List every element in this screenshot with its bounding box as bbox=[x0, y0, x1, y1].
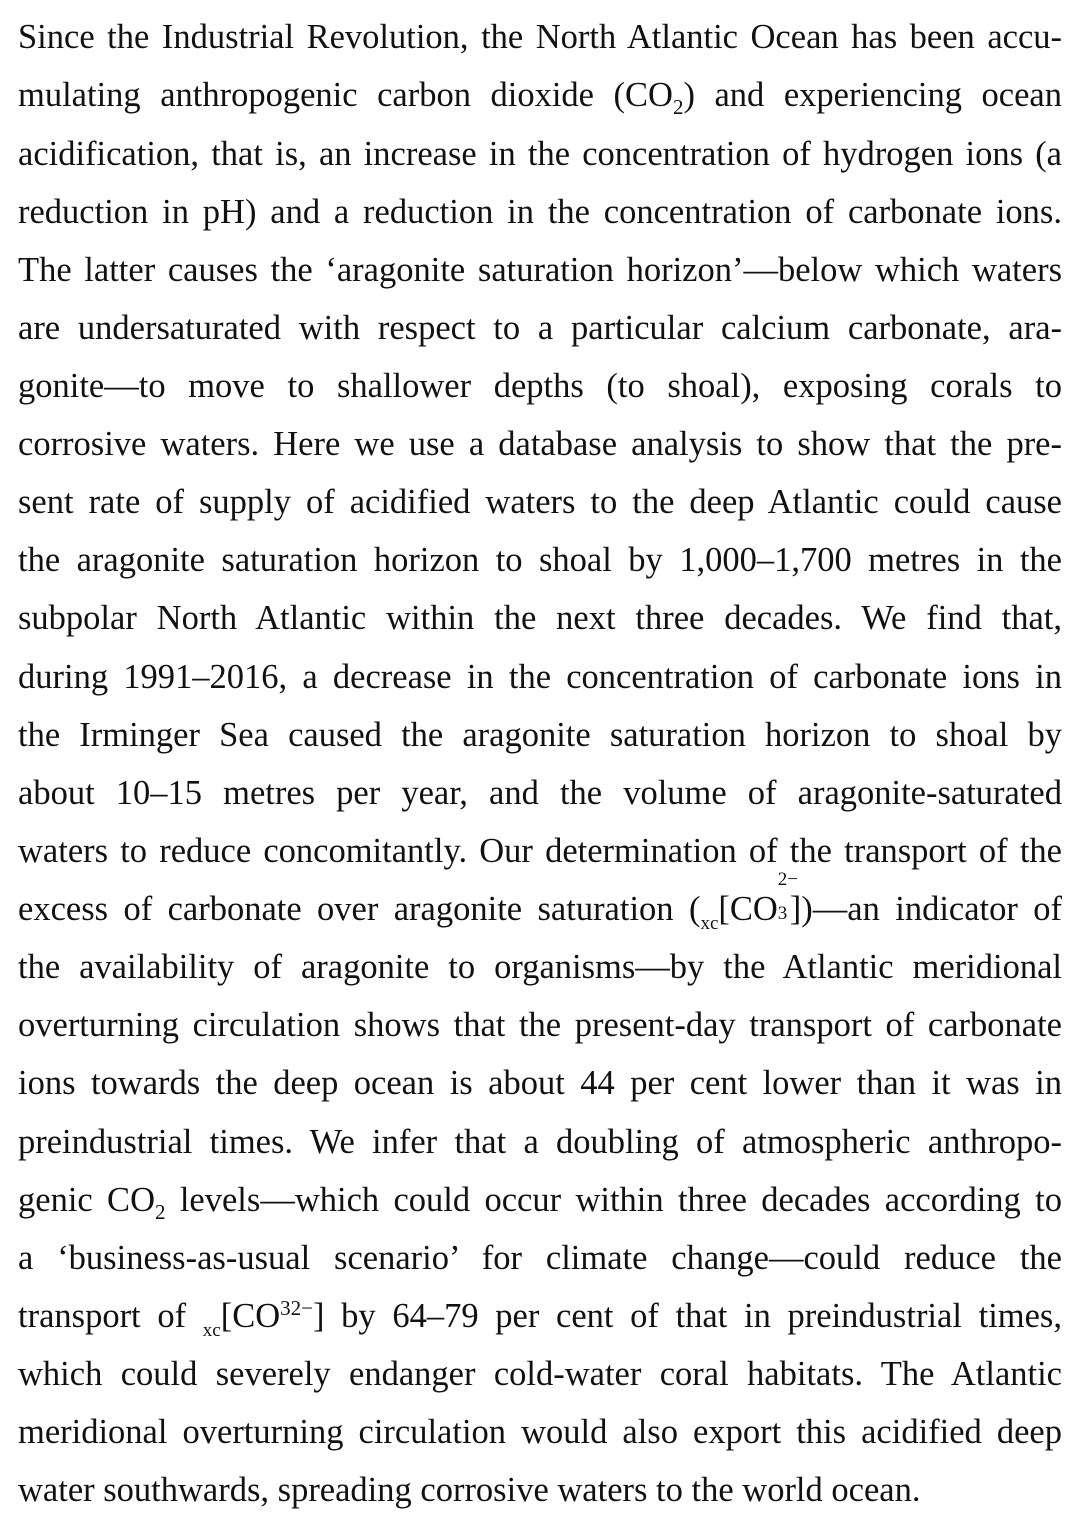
text-line: sent rate of supply of acidified waters to the deep Atlantic could cause bbox=[18, 483, 1062, 521]
text-line bbox=[18, 869, 1062, 934]
text-segment: ) and experiencing ocean bbox=[683, 76, 1062, 114]
text-segment: [CO bbox=[718, 890, 778, 928]
text-line: the Irminger Sea caused the aragonite saturation horizon to shoal by bbox=[18, 716, 1062, 754]
text-line: during 1991–2016, a decrease in the concentration of carbonate ions in bbox=[18, 658, 1062, 696]
text-line: meridional overturning circulation would also export this acidified deep bbox=[18, 1413, 1062, 1451]
subscript: 3 bbox=[777, 903, 788, 924]
text-line: Since the Industrial Revolution, the North Atlantic Ocean has been accu- bbox=[18, 18, 1062, 56]
text-segment: genic CO bbox=[18, 1181, 155, 1219]
subscript: 2 bbox=[672, 95, 684, 119]
text-segment: ] by 64–79 per cent of that in preindustrial times, bbox=[312, 1297, 1062, 1335]
text-line bbox=[18, 1180, 1062, 1224]
text-line: preindustrial times. We infer that a doubling of atmospheric anthropo- bbox=[18, 1123, 1062, 1161]
text-line: ions towards the deep ocean is about 44 per cent lower than it was in bbox=[18, 1064, 1062, 1102]
text-line: about 10–15 metres per year, and the volume of aragonite-saturated bbox=[18, 774, 1062, 812]
superscript: 32− bbox=[280, 1296, 313, 1320]
text-line: gonite—to move to shallower depths (to shoal), exposing corals to bbox=[18, 367, 1062, 405]
text-line bbox=[18, 75, 1062, 119]
subscript: 2 bbox=[155, 1200, 166, 1224]
superscript: 2− bbox=[777, 869, 799, 890]
text-line: overturning circulation shows that the present-day transport of carbonate bbox=[18, 1006, 1062, 1044]
text-line-last: water southwards, spreading corrosive waters to the world ocean. bbox=[18, 1471, 921, 1509]
text-line: waters to reduce concomitantly. Our determination of the transport of the bbox=[18, 832, 1062, 870]
text-segment: excess of carbonate over aragonite saturation ( bbox=[18, 890, 701, 928]
text-line: a ‘business-as-usual scenario’ for climate change—could reduce the bbox=[18, 1239, 1062, 1277]
text-segment: [CO bbox=[220, 1297, 281, 1335]
text-line: reduction in pH) and a reduction in the concentration of carbonate ions. bbox=[18, 193, 1062, 231]
text-line: are undersaturated with respect to a particular calcium carbonate, ara- bbox=[18, 309, 1062, 347]
text-segment: ])—an indicator of bbox=[789, 890, 1062, 928]
sub-superscript-stack bbox=[777, 869, 799, 924]
text-line bbox=[18, 1296, 1062, 1341]
subscript: xc bbox=[202, 1320, 221, 1341]
text-line: subpolar North Atlantic within the next three decades. We find that, bbox=[18, 599, 1062, 637]
text-line: acidification, that is, an increase in the concentration of hydrogen ions (a bbox=[18, 135, 1062, 173]
text-segment: transport of bbox=[18, 1297, 203, 1335]
text-line: The latter causes the ‘aragonite saturation horizon’—below which waters bbox=[18, 251, 1062, 289]
text-line: the availability of aragonite to organisms—by the Atlantic meridional bbox=[18, 948, 1062, 986]
text-segment: levels—which could occur within three decades according to bbox=[165, 1181, 1062, 1219]
text-line: the aragonite saturation horizon to shoal by 1,000–1,700 metres in the bbox=[18, 541, 1062, 579]
subscript: xc bbox=[700, 913, 719, 934]
text-line: corrosive waters. Here we use a database analysis to show that the pre- bbox=[18, 425, 1062, 463]
text-line: which could severely endanger cold-water coral habitats. The Atlantic bbox=[18, 1355, 1062, 1393]
text-segment: mulating anthropogenic carbon dioxide (CO bbox=[18, 76, 673, 114]
